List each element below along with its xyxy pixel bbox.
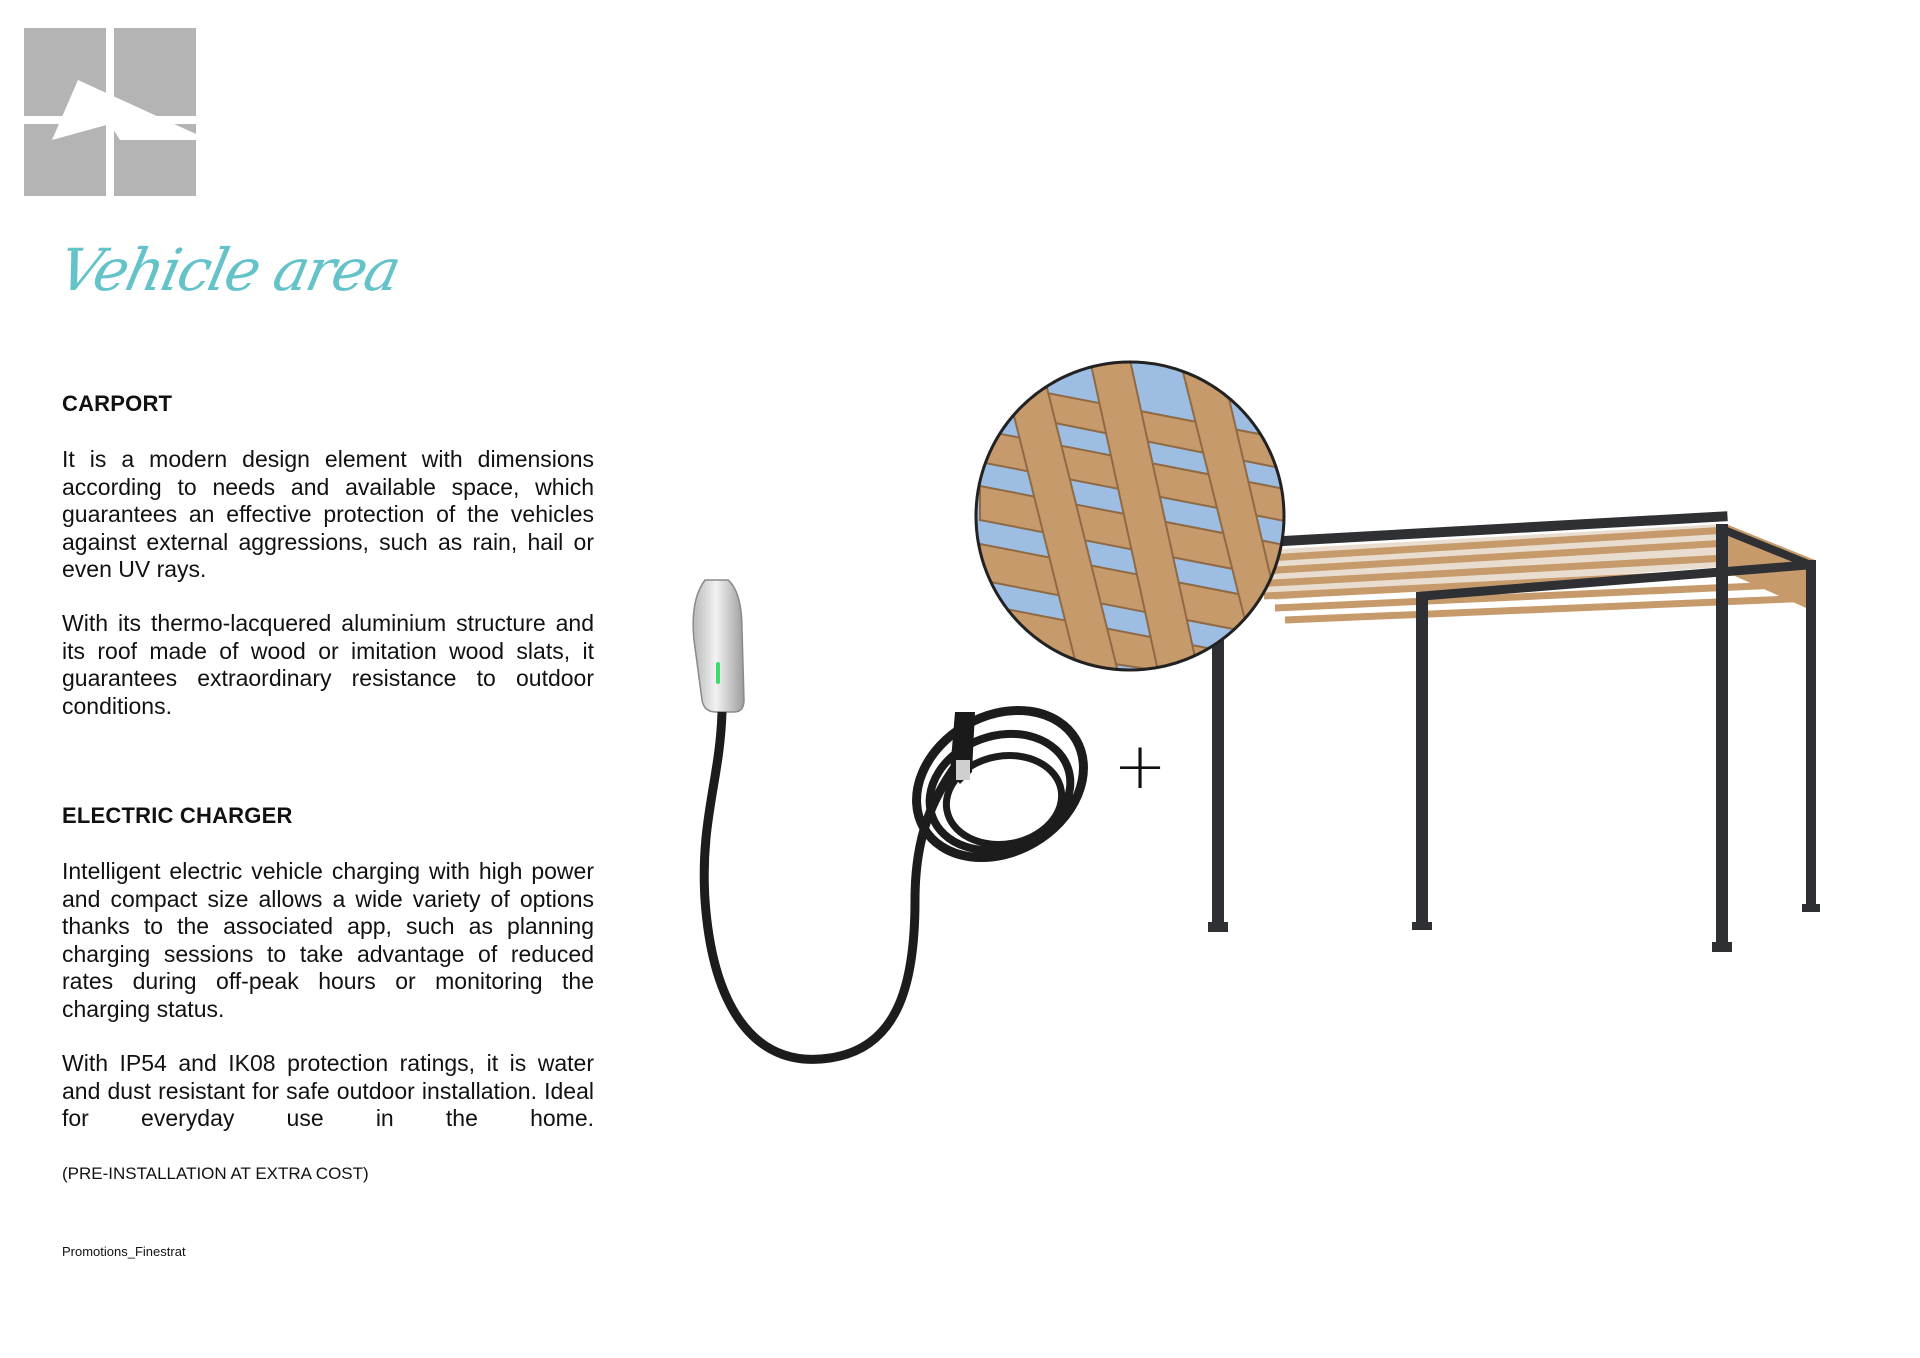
charger-heading: ELECTRIC CHARGER	[62, 803, 293, 828]
pre-installation-note: (PRE-INSTALLATION AT EXTRA COST)	[62, 1164, 369, 1183]
page-title: Vehicle area	[52, 236, 406, 304]
footer-text: Promotions_Finestrat	[62, 1244, 186, 1259]
charger-paragraph-2: With IP54 and IK08 protection ratings, it is water and dust resistant for safe outdoor installation. Ideal for everyday use in the home.	[62, 1050, 594, 1132]
carport-paragraph-1: It is a modern design element with dimensions according to needs and available space, which guarantees an effective protection of the vehicles against external aggressions, such as rain, hail or even UV rays.	[62, 446, 594, 583]
wood-slat-detail-image	[970, 360, 1290, 690]
carport-paragraph-2: With its thermo-lacquered aluminium structure and its roof made of wood or imitation wood slats, it guarantees extraordinary resistance to outdoor conditions.	[62, 610, 594, 719]
carport-heading: CARPORT	[62, 391, 173, 416]
plus-symbol: +	[1113, 730, 1167, 804]
charger-paragraph-1: Intelligent electric vehicle charging with high power and compact size allows a wide variety of options thanks to the associated app, such as planning charging sessions to take advantage of reduced rates during off-peak hours or monitoring the charging status.	[62, 858, 594, 1022]
carport-image	[1208, 511, 1820, 952]
electric-charger-image	[693, 580, 1110, 1059]
